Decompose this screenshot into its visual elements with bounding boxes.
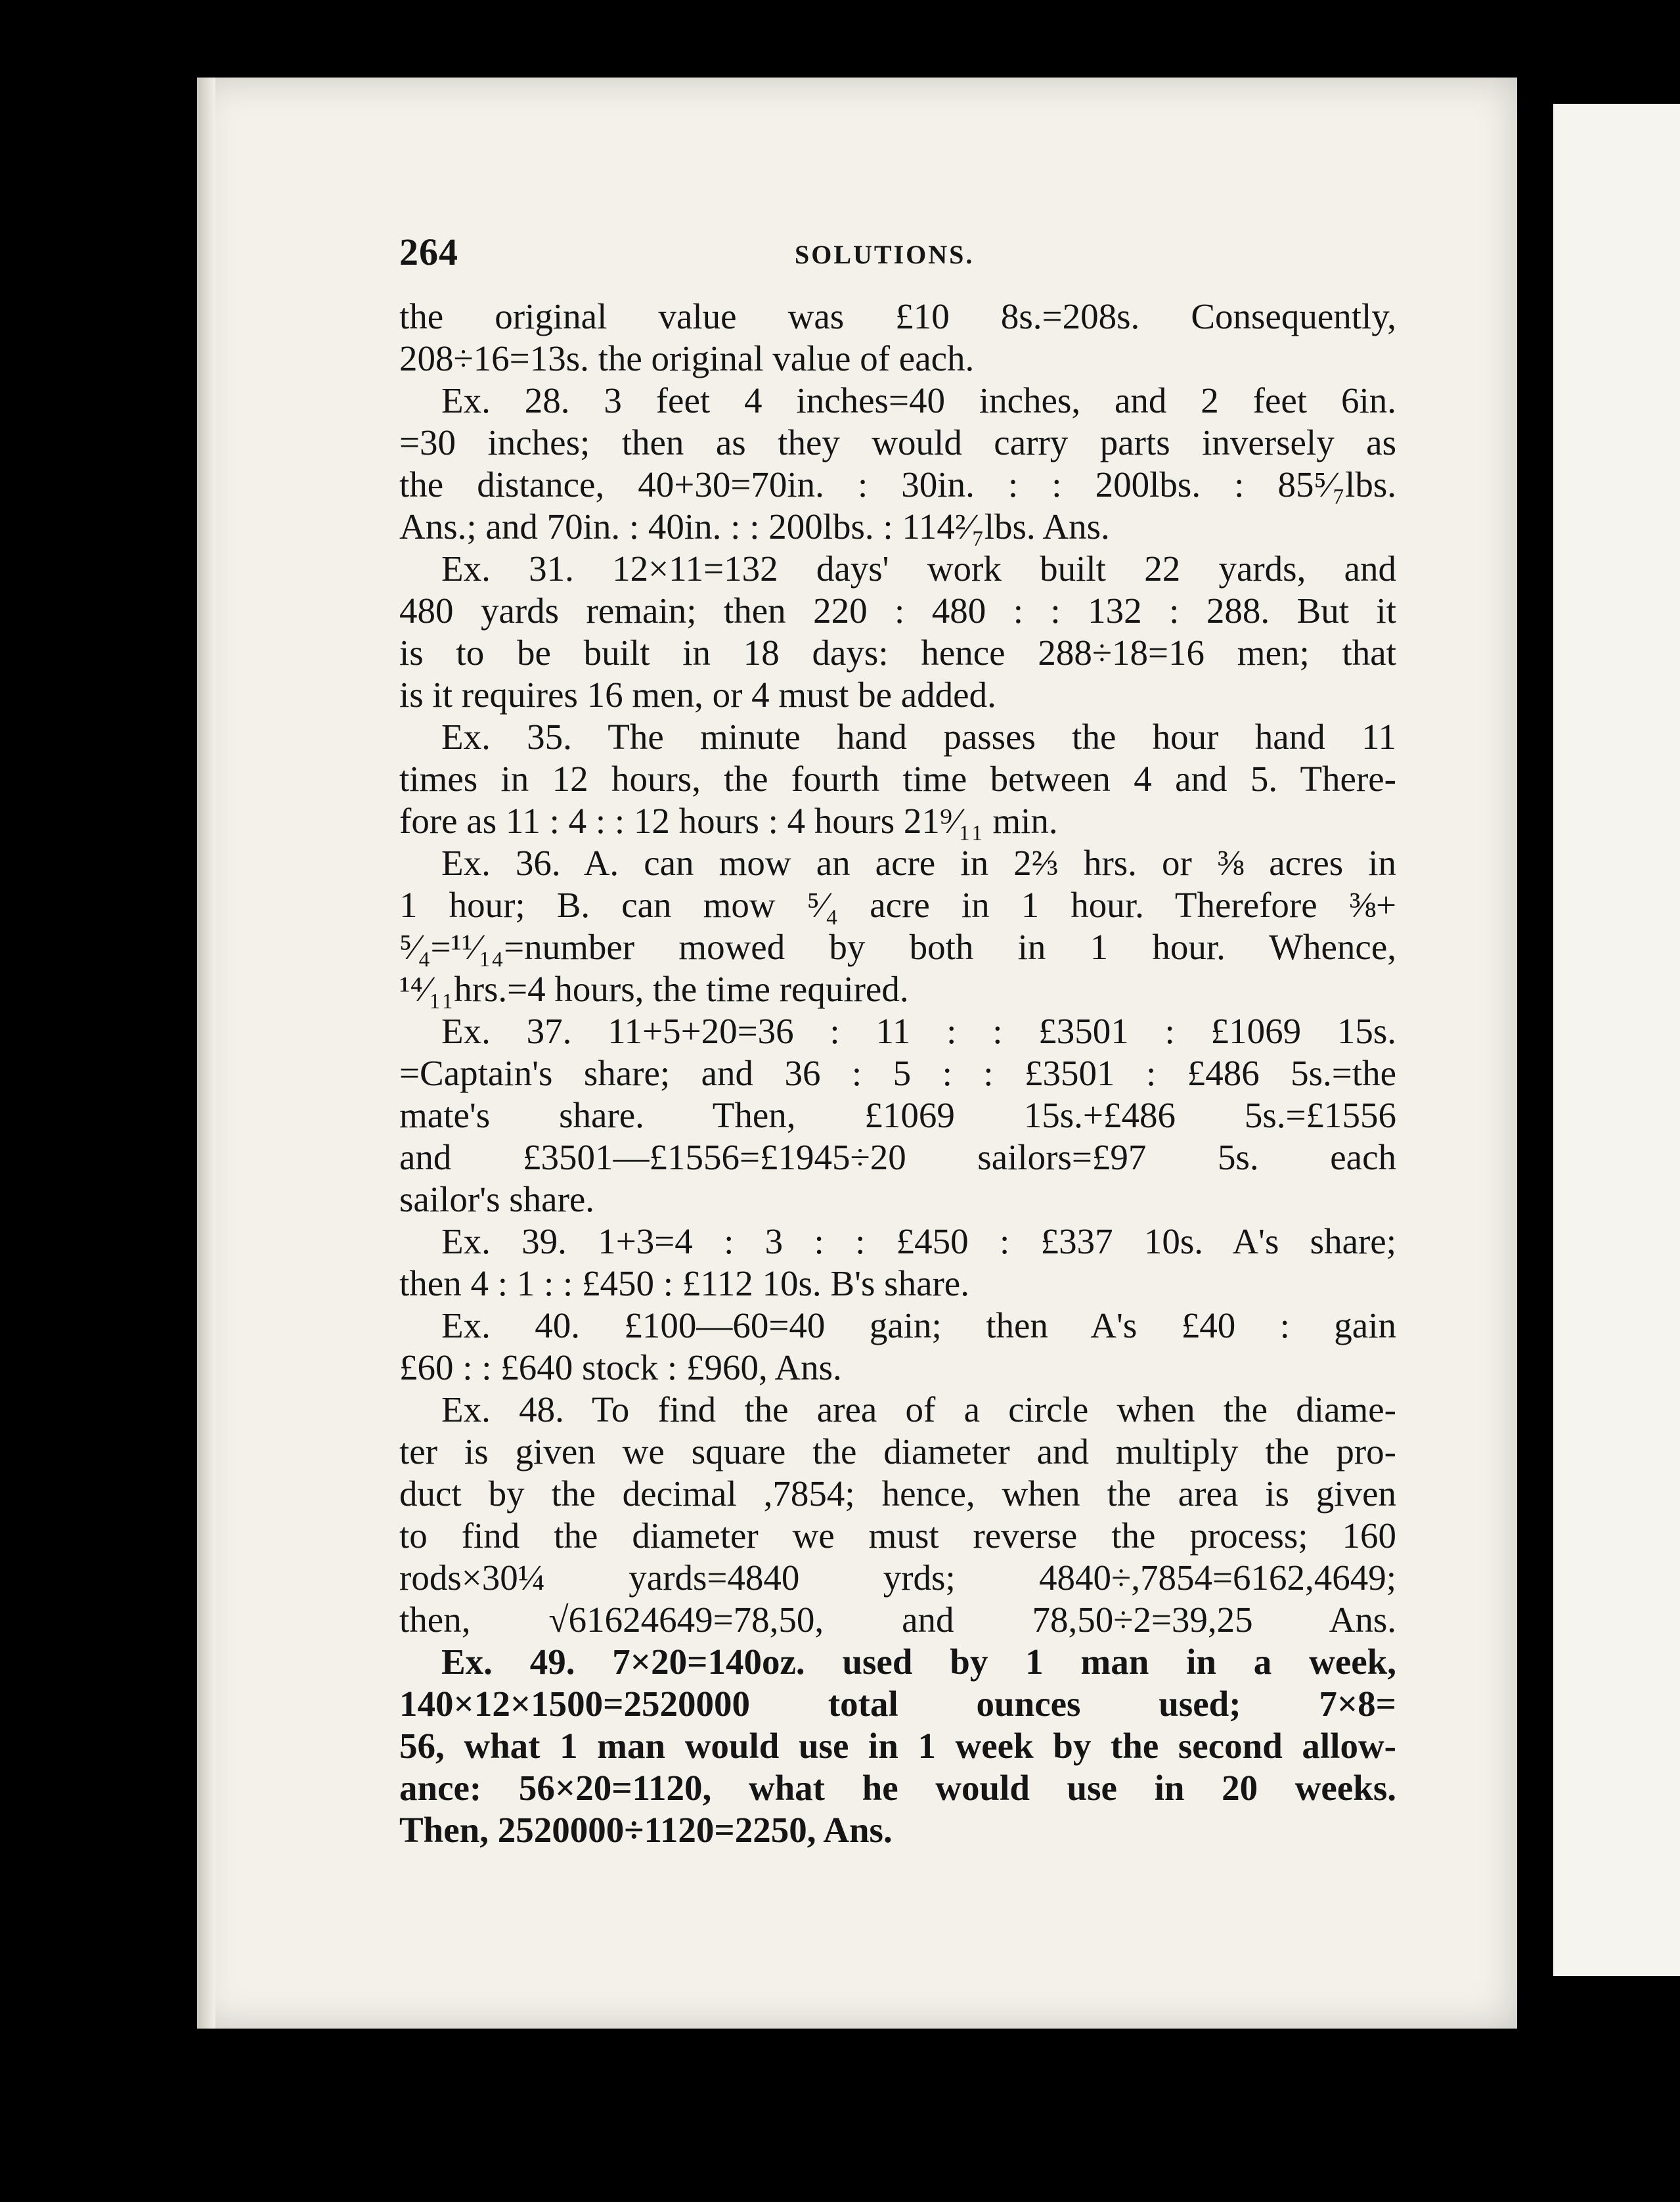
text-line: Ex. 31. 12×11=132 days' work built 22 yards, and (441, 549, 1396, 589)
text-line: ⁵⁄₄=¹¹⁄₁₄=number mowed by both in 1 hour. Whence, (399, 927, 1396, 967)
facing-page-edge (1553, 104, 1680, 1976)
text-line: =Captain's share; and 36 : 5 : : £3501 : £486 5s.=the (399, 1053, 1396, 1093)
page-text-block (399, 230, 1396, 1851)
text-line: then, √61624649=78,50, and 78,50÷2=39,25 Ans. (399, 1600, 1396, 1640)
text-line: ance: 56×20=1120, what he would use in 20 weeks. (399, 1768, 1396, 1808)
text-line: times in 12 hours, the fourth time between 4 and 5. There- (399, 759, 1396, 799)
text-line: Ex. 49. 7×20=140oz. used by 1 man in a week, (441, 1642, 1396, 1682)
text-line: 140×12×1500=2520000 total ounces used; 7×8= (399, 1684, 1396, 1724)
text-line: ¹⁴⁄₁₁hrs.=4 hours, the time required. (399, 969, 909, 1009)
text-line: ter is given we square the diameter and multiply the pro- (399, 1431, 1396, 1472)
text-line: Ex. 36. A. can mow an acre in 2⅔ hrs. or ⅜ acres in (441, 843, 1396, 883)
text-line: £60 : : £640 stock : £960, Ans. (399, 1347, 842, 1387)
text-line: Ex. 39. 1+3=4 : 3 : : £450 : £337 10s. A's share; (441, 1221, 1396, 1261)
text-line: 208÷16=13s. the original value of each. (399, 338, 975, 378)
text-line: =30 inches; then as they would carry parts inversely as (399, 422, 1396, 462)
text-line: Then, 2520000÷1120=2250, Ans. (399, 1810, 893, 1850)
text-line: mate's share. Then, £1069 15s.+£486 5s.=£1556 (399, 1095, 1396, 1135)
page-number: 264 (399, 231, 458, 273)
text-line: duct by the decimal ,7854; hence, when the area is given (399, 1473, 1396, 1514)
text-line: sailor's share. (399, 1179, 595, 1219)
text-line: Ex. 35. The minute hand passes the hour hand 11 (441, 717, 1396, 757)
text-line: rods×30¼ yards=4840 yrds; 4840÷,7854=6162,4649; (399, 1558, 1396, 1598)
text-line: then 4 : 1 : : £450 : £112 10s. B's share. (399, 1263, 969, 1303)
text-line: Ex. 48. To find the area of a circle when the diame- (441, 1389, 1396, 1429)
page-divider (1517, 78, 1553, 2029)
text-line: Ex. 37. 11+5+20=36 : 11 : : £3501 : £1069 15s. (441, 1011, 1396, 1051)
text-line: to find the diameter we must reverse the process; 160 (399, 1516, 1396, 1556)
text-line: is it requires 16 men, or 4 must be added. (399, 675, 996, 715)
text-line: 56, what 1 man would use in 1 week by the second allow- (399, 1726, 1396, 1766)
text-line: fore as 11 : 4 : : 12 hours : 4 hours 21⁹⁄₁₁ min. (399, 801, 1058, 841)
text-line: 1 hour; B. can mow ⁵⁄₄ acre in 1 hour. Therefore ⅜+ (399, 885, 1396, 925)
running-head: SOLUTIONS. (795, 240, 975, 269)
text-line: 480 yards remain; then 220 : 480 : : 132 : 288. But it (399, 591, 1396, 631)
body-text (399, 296, 1396, 1851)
text-line: Ans.; and 70in. : 40in. : : 200lbs. : 114²⁄₇lbs. Ans. (399, 506, 1110, 547)
page-header (399, 230, 1396, 289)
text-line: the distance, 40+30=70in. : 30in. : : 200lbs. : 85⁵⁄₇lbs. (399, 464, 1396, 505)
text-line: the original value was £10 8s.=208s. Consequently, (399, 296, 1396, 336)
text-line: Ex. 28. 3 feet 4 inches=40 inches, and 2 feet 6in. (441, 380, 1396, 420)
text-line: is to be built in 18 days: hence 288÷18=16 men; that (399, 633, 1396, 673)
text-line: Ex. 40. £100—60=40 gain; then A's £40 : gain (441, 1305, 1396, 1345)
text-line: and £3501—£1556=£1945÷20 sailors=£97 5s. each (399, 1137, 1396, 1177)
page-gutter-shadow (197, 78, 215, 2029)
